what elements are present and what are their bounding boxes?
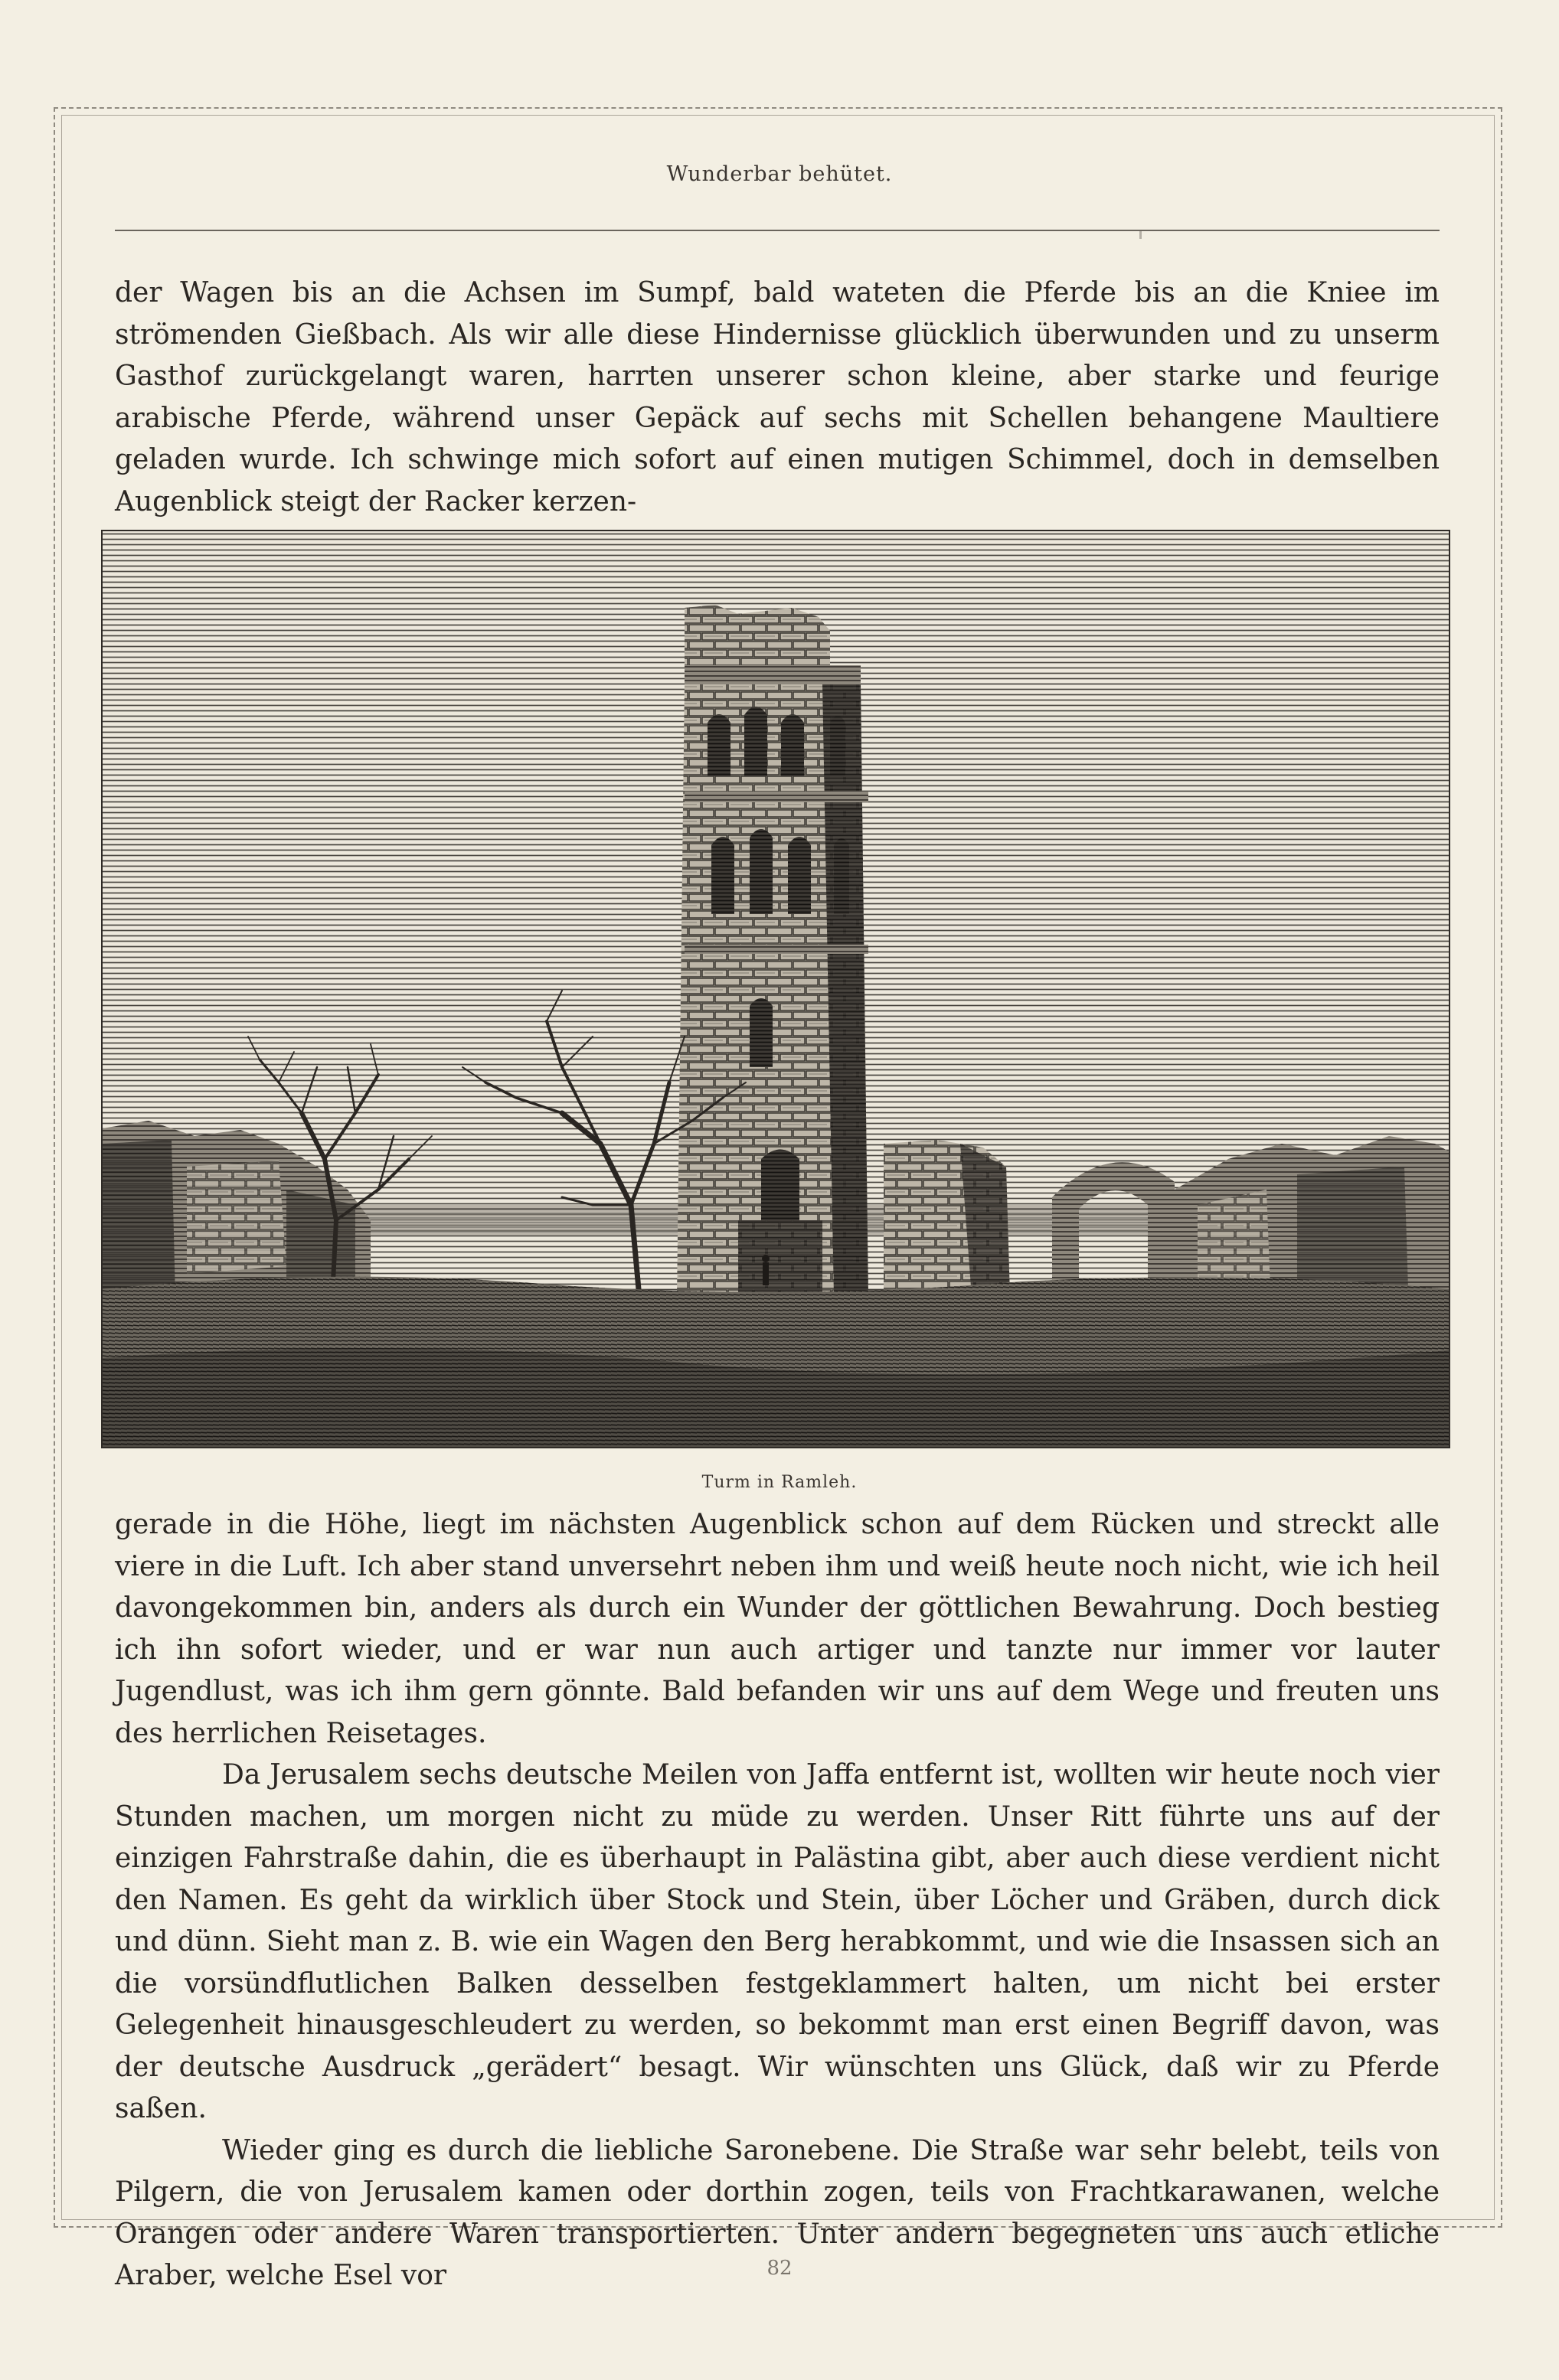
standing-figure bbox=[762, 1255, 770, 1285]
tower bbox=[677, 605, 868, 1297]
illustration-caption: Turm in Ramleh. bbox=[701, 1473, 858, 1492]
header-rule bbox=[115, 230, 1440, 231]
paragraph: Da Jerusalem sechs deutsche Meilen von Jaffa entfernt ist, wollten wir heute noch vier Stunden machen, um morgen nicht zu müde zu werden. Unser Ritt führte uns auf der einzigen Fahrstraße dahin, die es überhaupt in Palästina gibt, aber auch diese verdient nicht den Namen. Es geht da wirklich über Stock und Stein, über Löcher und Gräben, durch dick und dünn. Sieht man z. B. wie ein Wagen den Berg herabkommt, und wie die Insassen sich an die vorsündflutlichen Balken desselben festgeklammert halten, um nicht bei erster Gelegenheit hinausgeschleudert zu werden, so bekommt man erst einen Begriff davon, was der deutsche Ausdruck „gerädert“ besagt. Wir wünschten uns Glück, daß wir zu Pferde saßen. bbox=[115, 1759, 1440, 2124]
page-number: 82 bbox=[766, 2257, 793, 2280]
engraving-tower-ramleh bbox=[101, 530, 1450, 1448]
paragraph: gerade in die Höhe, liegt im nächsten Augenblick schon auf dem Rücken und streckt alle viere in die Luft. Ich aber stand unversehrt neben ihm und weiß heute noch nicht, wie ich heil davongekommen bin, anders als durch ein Wunder der göttlichen Bewahrung. Doch bestieg ich ihn sofort wieder, und er war nun auch artiger und tanzte nur immer vor lauter Jugendlust, was ich ihm gern gönnte. Bald befanden wir uns auf dem Wege und freuten uns des herrlichen Reisetages. bbox=[115, 1509, 1440, 1749]
paragraph: der Wagen bis an die Achsen im Sumpf, bald wateten die Pferde bis an die Kniee im strömenden Gießbach. Als wir alle diese Hindernisse glücklich überwunden und zu unserm Gasthof zurückgelangt waren, harrten unserer schon kleine, aber starke und feurige arabische Pferde, während unser Gepäck auf sechs mit Schellen behangene Maultiere geladen wurde. Ich schwinge mich sofort auf einen mutigen Schimmel, doch in demselben Augenblick steigt der Racker kerzen- bbox=[115, 277, 1440, 517]
paragraph: Wieder ging es durch die liebliche Saronebene. Die Straße war sehr belebt, teils von Pilgern, die von Jerusalem kamen oder dorthin zogen, teils von Frachtkarawanen, welche Orangen oder andere Waren transportierten. Unter andern begegneten uns auch etliche Araber, welche Esel vor bbox=[115, 2134, 1440, 2291]
paper-speck bbox=[1139, 231, 1142, 239]
body-text-top bbox=[115, 273, 1440, 523]
running-head: Wunderbar behütet. bbox=[666, 162, 893, 186]
body-text-bottom bbox=[115, 1504, 1440, 2297]
